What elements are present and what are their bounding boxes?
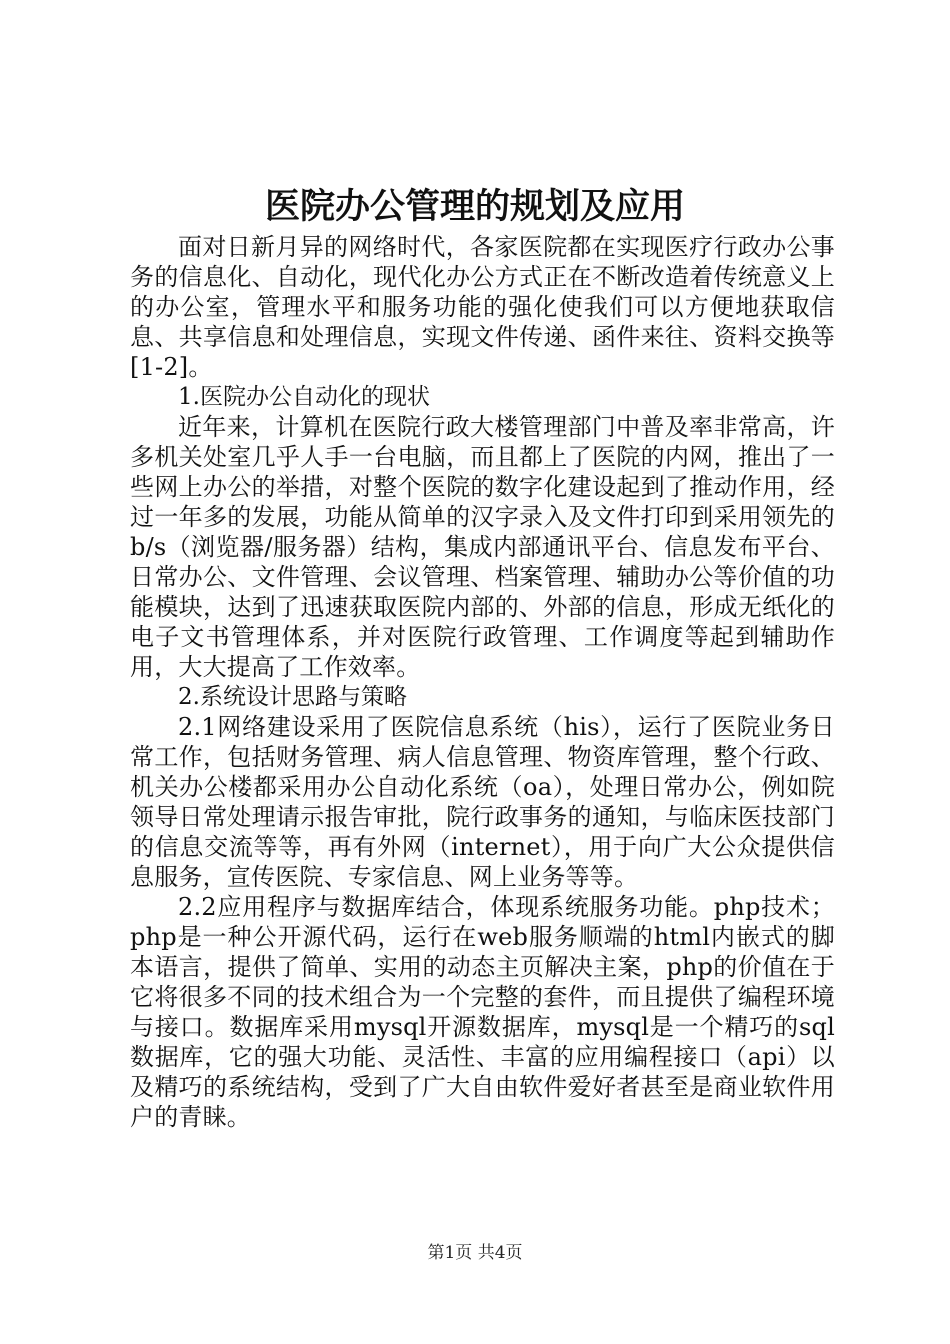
document-title: 医院办公管理的规划及应用 — [264, 186, 685, 227]
application-paragraph: 2.2应用程序与数据库结合，体现系统服务功能。php技术；php是一种公开源代码，运行在web服务顺端的html内嵌式的脚本语言，提供了简单、实用的动态主页解决主案，php的价值在于它将很多不同的技术组合为一个完整的套件，而且提供了编程环境与接口。数据库采用mysql开源数据库，mysql是一个精巧的sql数据库，它的强大功能、灵活性、丰富的应用编程接口（api）以及精巧的系统结构，受到了广大自由软件爱好者甚至是商业软件用户的青睐。 — [130, 893, 835, 1131]
section-heading-2: 2.系统设计思路与策略 — [178, 684, 407, 710]
status-paragraph: 近年来，计算机在医院行政大楼管理部门中普及率非常高，许多机关处室几乎人手一台电脑，而且都上了医院的内网，推出了一些网上办公的举措，对整个医院的数字化建设起到了推动作用，经过一年多的发展，功能从简单的汉字录入及文件打印到采用领先的b/s（浏览器/服务器）结构，集成内部通讯平台、信息发布平台、日常办公、文件管理、会议管理、档案管理、辅助办公等价值的功能模块，达到了迅速获取医院内部的、外部的信息，形成无纸化的电子文书管理体系，并对医院行政管理、工作调度等起到辅助作用，大大提高了工作效率。 — [130, 413, 835, 681]
network-paragraph: 2.1网络建设采用了医院信息系统（his），运行了医院业务日常工作，包括财务管理、病人信息管理、物资库管理，整个行政、机关办公楼都采用办公自动化系统（oa），处理日常办公，例如院领导日常处理请示报告审批，院行政事务的通知，与临床医技部门的信息交流等等，再有外网（internet），用于向广大公众提供信息服务，宣传医院、专家信息、网上业务等等。 — [130, 713, 835, 891]
page-number-footer: 第1页 共4页 — [427, 1243, 523, 1263]
document-body — [130, 232, 835, 1132]
section-heading-1: 1.医院办公自动化的现状 — [178, 384, 430, 410]
intro-paragraph: 面对日新月异的网络时代，各家医院都在实现医疗行政办公事务的信息化、自动化，现代化办公方式正在不断改造着传统意义上的办公室，管理水平和服务功能的强化使我们可以方便地获取信息、共享信息和处理信息，实现文件传递、函件来往、资料交换等[1-2]。 — [130, 233, 835, 381]
